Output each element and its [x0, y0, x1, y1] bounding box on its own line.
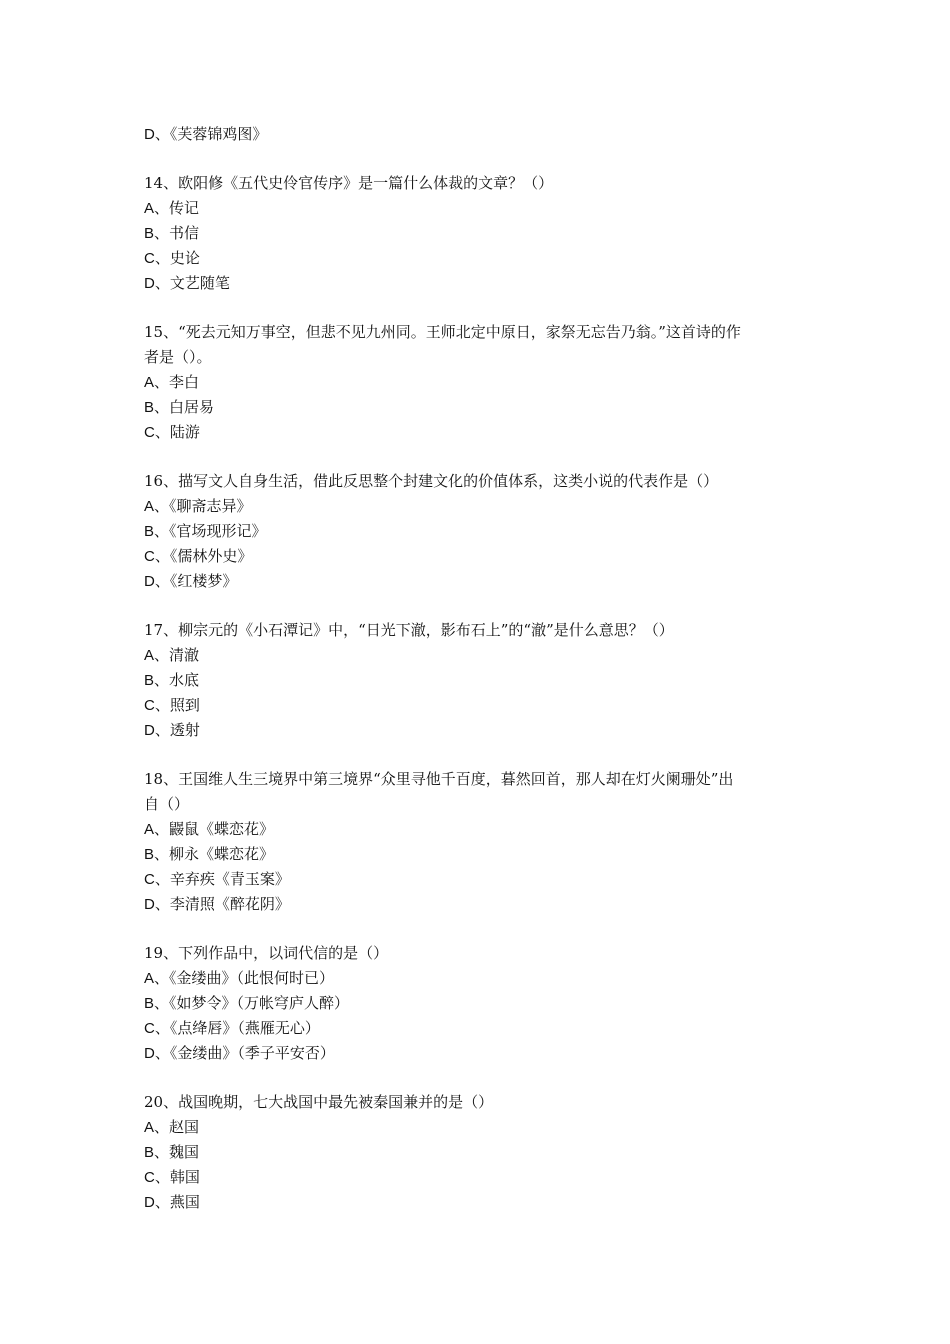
option-d — [144, 892, 814, 917]
option-letter: D、 — [144, 1045, 170, 1062]
spacer — [144, 743, 814, 767]
option-text: 《官场现形记》 — [169, 522, 267, 540]
option-letter: A、 — [144, 1119, 170, 1136]
option-text: 《点绛唇》（燕雁无心） — [169, 1019, 320, 1037]
option-13-d — [144, 122, 814, 147]
option-letter: A、 — [144, 647, 170, 664]
option-text: 《金缕曲》（此恨何时已） — [169, 969, 335, 987]
question-20 — [144, 1090, 814, 1215]
option-text: 韩国 — [169, 1168, 200, 1186]
option-c — [144, 693, 814, 718]
option-text: 鼹鼠《蝶恋花》 — [169, 820, 275, 838]
question-17 — [144, 618, 814, 743]
spacer — [144, 1066, 814, 1090]
question-text: 16、描写文人自身生活，借此反思整个封建文化的价值体系，这类小说的代表作是（） — [144, 472, 719, 490]
option-text: 史论 — [169, 249, 200, 267]
option-text: 《如梦令》（万帐穹庐人醉） — [169, 994, 350, 1012]
option-b — [144, 221, 814, 246]
question-15 — [144, 320, 814, 445]
option-letter: A、 — [144, 970, 170, 987]
option-b — [144, 842, 814, 867]
option-text: 《金缕曲》（季子平安否） — [169, 1044, 335, 1062]
option-a — [144, 817, 814, 842]
option-c — [144, 420, 814, 445]
option-letter: B、 — [144, 995, 170, 1012]
option-text: 文艺随笔 — [169, 274, 230, 292]
option-letter: A、 — [144, 821, 170, 838]
option-text: 魏国 — [169, 1143, 200, 1161]
option-b — [144, 395, 814, 420]
option-text: 《芙蓉锦鸡图》 — [169, 125, 268, 143]
question-text: 17、柳宗元的《小石潭记》中，“日光下澈，影布石上”的“澈”是什么意思？（） — [144, 621, 674, 639]
option-a — [144, 370, 814, 395]
option-letter: B、 — [144, 523, 170, 540]
option-text: 《红楼梦》 — [169, 572, 238, 590]
option-text: 《聊斋志异》 — [169, 497, 252, 515]
question-text-line-1: 15、“死去元知万事空，但悲不见九州同。王师北定中原日，家祭无忘告乃翁。”这首诗的作 — [144, 323, 741, 341]
question-16 — [144, 469, 814, 594]
question-text-line-2: 者是（）。 — [144, 348, 212, 366]
option-letter: D、 — [144, 573, 170, 590]
question-19 — [144, 941, 814, 1066]
document-page — [144, 122, 814, 1215]
option-letter: C、 — [144, 1169, 170, 1186]
question-text: 20、战国晚期，七大战国中最先被秦国兼并的是（） — [144, 1093, 494, 1111]
option-c — [144, 867, 814, 892]
option-c — [144, 544, 814, 569]
option-b — [144, 668, 814, 693]
option-letter: B、 — [144, 399, 170, 416]
option-text: 李清照《醉花阴》 — [169, 895, 290, 913]
option-letter: D、 — [144, 896, 170, 913]
spacer — [144, 917, 814, 941]
option-b — [144, 991, 814, 1016]
option-a — [144, 196, 814, 221]
option-text: 燕国 — [169, 1193, 200, 1211]
question-text: 19、下列作品中，以词代信的是（） — [144, 944, 389, 962]
option-text: 书信 — [169, 224, 200, 242]
spacer — [144, 445, 814, 469]
option-text: 照到 — [169, 696, 200, 714]
option-c — [144, 1165, 814, 1190]
spacer — [144, 594, 814, 618]
option-letter: C、 — [144, 548, 170, 565]
option-letter: C、 — [144, 250, 170, 267]
option-a — [144, 494, 814, 519]
option-a — [144, 643, 814, 668]
question-18 — [144, 767, 814, 917]
option-text: 白居易 — [169, 398, 215, 416]
question-14 — [144, 171, 814, 296]
option-letter: C、 — [144, 424, 170, 441]
option-d — [144, 1041, 814, 1066]
question-text-line-2: 自（） — [144, 795, 190, 813]
option-d — [144, 718, 814, 743]
option-letter: A、 — [144, 200, 170, 217]
option-text: 清澈 — [169, 646, 200, 664]
option-text: 陆游 — [169, 423, 200, 441]
option-letter: A、 — [144, 374, 170, 391]
option-text: 透射 — [169, 721, 200, 739]
option-d — [144, 271, 814, 296]
option-c — [144, 246, 814, 271]
option-text: 赵国 — [169, 1118, 200, 1136]
option-letter: C、 — [144, 1020, 170, 1037]
option-letter: C、 — [144, 871, 170, 888]
option-c — [144, 1016, 814, 1041]
spacer — [144, 296, 814, 320]
option-text: 《儒林外史》 — [169, 547, 253, 565]
option-text: 李白 — [169, 373, 200, 391]
option-text: 水底 — [169, 671, 200, 689]
option-d — [144, 1190, 814, 1215]
option-letter: C、 — [144, 697, 170, 714]
option-b — [144, 1140, 814, 1165]
option-text: 辛弃疾《青玉案》 — [169, 870, 290, 888]
option-letter: A、 — [144, 498, 170, 515]
option-letter: D、 — [144, 722, 170, 739]
option-b — [144, 519, 814, 544]
spacer — [144, 147, 814, 171]
option-a — [144, 1115, 814, 1140]
question-text-line-1: 18、王国维人生三境界中第三境界“众里寻他千百度，暮然回首，那人却在灯火阑珊处”出 — [144, 770, 734, 788]
option-a — [144, 966, 814, 991]
option-letter: B、 — [144, 1144, 170, 1161]
option-d — [144, 569, 814, 594]
option-letter: D、 — [144, 126, 170, 143]
option-letter: B、 — [144, 846, 170, 863]
option-letter: B、 — [144, 225, 170, 242]
option-text: 柳永《蝶恋花》 — [169, 845, 275, 863]
option-letter: D、 — [144, 275, 170, 292]
option-text: 传记 — [169, 199, 200, 217]
option-letter: B、 — [144, 672, 170, 689]
option-letter: D、 — [144, 1194, 170, 1211]
question-text: 14、欧阳修《五代史伶官传序》是一篇什么体裁的文章？（） — [144, 174, 554, 192]
